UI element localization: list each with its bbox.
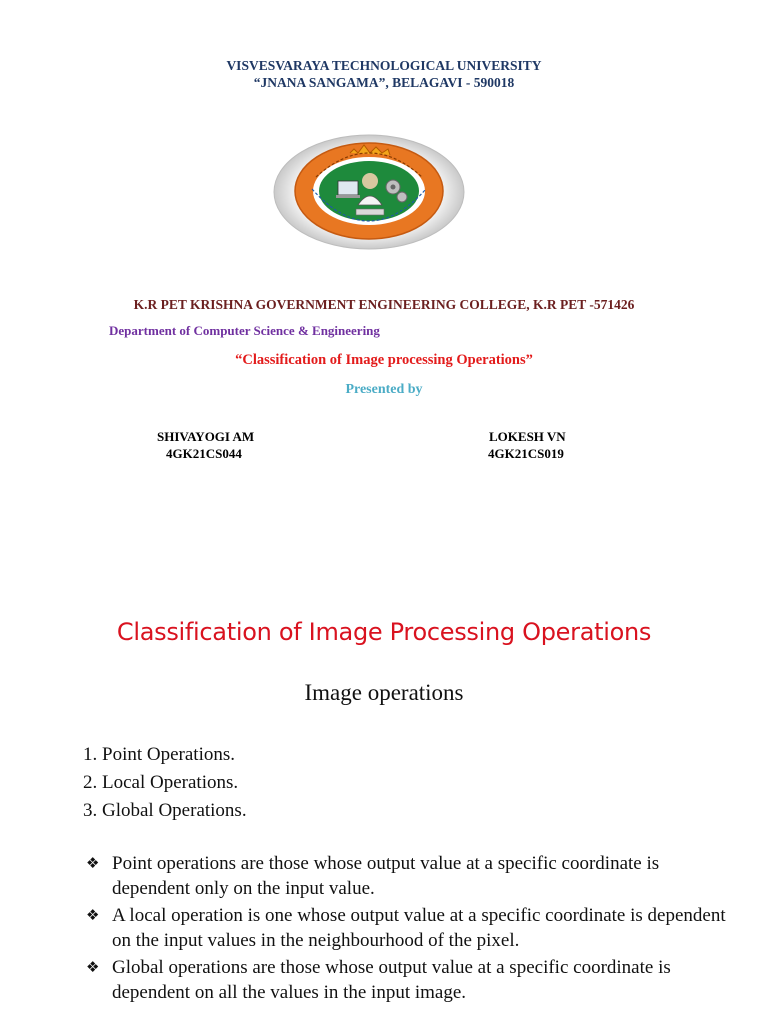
university-address: “JNANA SANGAMA”, BELAGAVI - 590018 (253, 75, 515, 90)
list-item: 3. Global Operations. (83, 800, 247, 821)
diamond-bullet-icon: ❖ (86, 958, 100, 976)
vtu-seal-logo-icon (272, 133, 466, 251)
list-item: 2. Local Operations. (83, 772, 239, 793)
student-name: LOKESH VN (489, 429, 566, 444)
university-name: VISVESVARAYA TECHNOLOGICAL UNIVERSITY (226, 58, 542, 73)
list-item (86, 955, 726, 1005)
diamond-bullet-icon: ❖ (86, 906, 100, 924)
definitions-list (86, 851, 726, 1007)
operations-list (83, 741, 247, 825)
presented-by-label: Presented by (345, 382, 423, 397)
college-name: K.R PET KRISHNA GOVERNMENT ENGINEERING COLLEGE, K.R PET -571426 (133, 297, 635, 312)
student-usn: 4GK21CS019 (488, 446, 564, 461)
slide-title: Classification of Image Processing Operations (116, 618, 652, 646)
bullet-text: Point operations are those whose output value at a specific coordinate is dependent only on the input value. (112, 853, 660, 899)
bullet-text: A local operation is one whose output value at a specific coordinate is dependent on the input values in the neighbourhood of the pixel. (112, 905, 726, 951)
student-usn: 4GK21CS044 (166, 446, 242, 461)
presentation-topic: “Classification of Image processing Operations” (235, 352, 533, 368)
department-name: Department of Computer Science & Engineering (109, 323, 380, 338)
student-name: SHIVAYOGI AM (157, 429, 255, 444)
bullet-text: Global operations are those whose output value at a specific coordinate is dependent on all the values in the input image. (112, 957, 671, 1003)
list-item: 1. Point Operations. (83, 744, 235, 765)
list-item (86, 851, 726, 901)
list-item (86, 903, 726, 953)
slide-subheading: Image operations (304, 680, 464, 705)
diamond-bullet-icon: ❖ (86, 854, 100, 872)
